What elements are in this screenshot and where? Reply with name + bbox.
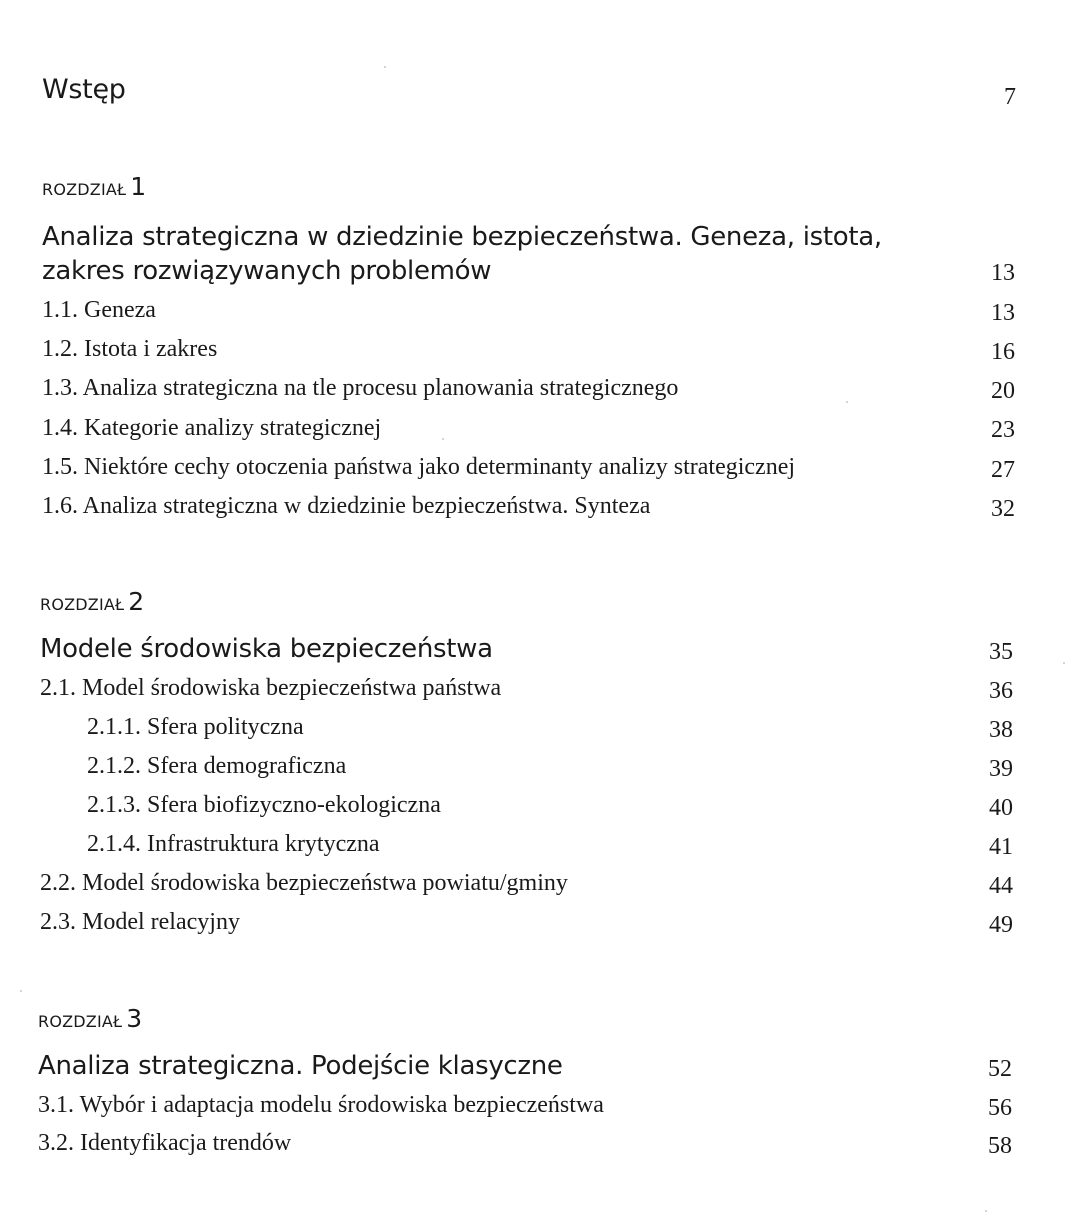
toc-entry-page: 27 [991, 457, 1015, 483]
toc-entry: 1.2. Istota i zakres [42, 336, 218, 362]
toc-entry: 1.4. Kategorie analizy strategicznej [42, 415, 382, 441]
toc-subentry: 2.1.4. Infrastruktura krytyczna [87, 831, 380, 857]
scan-speck [846, 401, 848, 403]
toc-subentry: 2.1.1. Sfera polityczna [87, 714, 304, 740]
chapter-label-text: ROZDZIAŁ [42, 180, 127, 199]
toc-entry-page: 56 [988, 1095, 1012, 1121]
toc-entry-page: 58 [988, 1133, 1012, 1159]
chapter-number: 2 [128, 587, 145, 616]
chapter-title-line: Analiza strategiczna. Podejście klasyczne [38, 1051, 563, 1081]
toc-entry-page: 36 [989, 678, 1013, 704]
toc-entry-page: 38 [989, 717, 1013, 743]
chapter-page-number: 52 [988, 1056, 1012, 1082]
chapter-title-line: Analiza strategiczna w dziedzinie bezpieczeństwa. Geneza, istota, [42, 222, 882, 252]
intro-page-number: 7 [1004, 84, 1016, 110]
toc-subentry: 2.1.3. Sfera biofizyczno-ekologiczna [87, 792, 441, 818]
scan-speck [20, 990, 22, 992]
toc-entry-page: 44 [989, 873, 1013, 899]
toc-entry-page: 16 [991, 339, 1015, 365]
scan-speck [985, 1210, 987, 1212]
toc-entry: 2.3. Model relacyjny [40, 909, 240, 935]
toc-entry: 1.3. Analiza strategiczna na tle procesu planowania strategicznego [42, 375, 679, 401]
chapter-label [38, 1004, 142, 1033]
toc-entry-page: 40 [989, 795, 1013, 821]
toc-entry-page: 49 [989, 912, 1013, 938]
chapter-label-text: ROZDZIAŁ [40, 595, 125, 614]
toc-entry-page: 41 [989, 834, 1013, 860]
toc-entry: 1.5. Niektóre cechy otoczenia państwa jako determinanty analizy strategicznej [42, 454, 796, 480]
chapter-number: 1 [130, 172, 147, 201]
scan-speck [1063, 662, 1065, 664]
chapter-label-text: ROZDZIAŁ [38, 1012, 123, 1031]
toc-entry-page: 23 [991, 417, 1015, 443]
toc-entry-page: 32 [991, 496, 1015, 522]
chapter-number: 3 [126, 1004, 143, 1033]
toc-entry-page: 13 [991, 300, 1015, 326]
toc-entry-page: 20 [991, 378, 1015, 404]
toc-entry: 3.2. Identyfikacja trendów [38, 1130, 292, 1156]
chapter-label [40, 587, 144, 616]
scan-speck [384, 66, 386, 68]
toc-entry: 1.1. Geneza [42, 297, 156, 323]
toc-entry: 3.1. Wybór i adaptacja modelu środowiska bezpieczeństwa [38, 1092, 604, 1118]
toc-entry: 1.6. Analiza strategiczna w dziedzinie bezpieczeństwa. Synteza [42, 493, 651, 519]
chapter-title-line: Modele środowiska bezpieczeństwa [40, 634, 493, 664]
toc-entry-page: 39 [989, 756, 1013, 782]
toc-subentry: 2.1.2. Sfera demograficzna [87, 753, 347, 779]
chapter-title-line: zakres rozwiązywanych problemów [42, 256, 492, 286]
scan-speck [442, 438, 444, 440]
chapter-page-number: 13 [991, 260, 1015, 286]
chapter-label [42, 172, 146, 201]
toc-entry: 2.2. Model środowiska bezpieczeństwa powiatu/gminy [40, 870, 568, 896]
chapter-page-number: 35 [989, 639, 1013, 665]
toc-entry: 2.1. Model środowiska bezpieczeństwa państwa [40, 675, 502, 701]
intro-title: Wstęp [42, 74, 126, 105]
